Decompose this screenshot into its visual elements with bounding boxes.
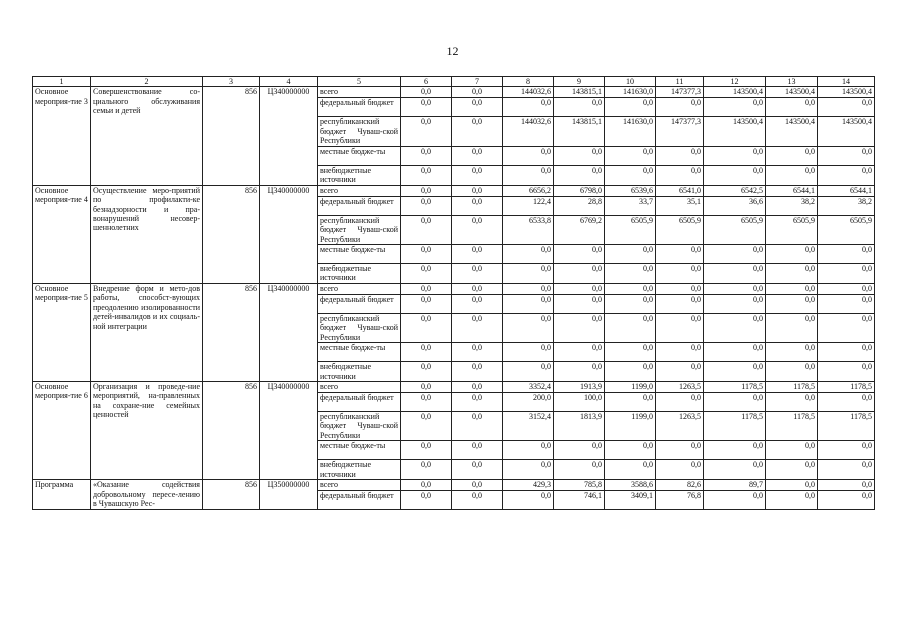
- column-header: 3: [203, 77, 260, 87]
- value-cell: 89,7: [704, 480, 766, 491]
- value-cell: 0,0: [656, 313, 704, 342]
- value-cell: 0,0: [452, 362, 503, 382]
- table-row: [33, 185, 875, 196]
- funding-source: республиканский бюджет Чуваш-ской Республики: [318, 215, 401, 244]
- value-cell: 143500,4: [766, 117, 818, 146]
- value-cell: 0,0: [605, 393, 656, 412]
- value-cell: 0,0: [704, 460, 766, 480]
- value-cell: 0,0: [401, 412, 452, 441]
- value-cell: 144032,6: [503, 87, 554, 98]
- value-cell: 6505,9: [605, 215, 656, 244]
- value-cell: 0,0: [503, 146, 554, 165]
- value-cell: 0,0: [554, 441, 605, 460]
- value-cell: 0,0: [554, 343, 605, 362]
- value-cell: 6505,9: [656, 215, 704, 244]
- column-header: 5: [318, 77, 401, 87]
- value-cell: 746,1: [554, 491, 605, 510]
- value-cell: 0,0: [605, 441, 656, 460]
- value-cell: 0,0: [401, 263, 452, 283]
- column-header: 2: [91, 77, 203, 87]
- value-cell: 0,0: [554, 460, 605, 480]
- funding-source: федеральный бюджет: [318, 98, 401, 117]
- value-cell: 28,8: [554, 196, 605, 215]
- value-cell: 0,0: [452, 343, 503, 362]
- value-cell: 0,0: [452, 294, 503, 313]
- value-cell: 1178,5: [766, 412, 818, 441]
- value-cell: 0,0: [605, 263, 656, 283]
- column-header: 7: [452, 77, 503, 87]
- value-cell: 0,0: [503, 98, 554, 117]
- value-cell: 0,0: [452, 263, 503, 283]
- value-cell: 3409,1: [605, 491, 656, 510]
- value-cell: 0,0: [704, 146, 766, 165]
- value-cell: 0,0: [452, 313, 503, 342]
- activity-type: Основное мероприя-тие 6: [33, 382, 91, 480]
- value-cell: 0,0: [656, 98, 704, 117]
- funding-source: федеральный бюджет: [318, 491, 401, 510]
- value-cell: 0,0: [554, 165, 605, 185]
- value-cell: 0,0: [401, 294, 452, 313]
- value-cell: 0,0: [766, 165, 818, 185]
- value-cell: 0,0: [766, 313, 818, 342]
- value-cell: 6542,5: [704, 185, 766, 196]
- activity-type: Основное мероприя-тие 4: [33, 185, 91, 283]
- value-cell: 0,0: [605, 165, 656, 185]
- value-cell: 0,0: [401, 441, 452, 460]
- column-header: 14: [818, 77, 875, 87]
- funding-source: республиканский бюджет Чуваш-ской Республики: [318, 117, 401, 146]
- value-cell: 0,0: [766, 294, 818, 313]
- value-cell: 38,2: [818, 196, 875, 215]
- value-cell: 36,6: [704, 196, 766, 215]
- table-header: [33, 77, 875, 87]
- value-cell: 0,0: [766, 393, 818, 412]
- value-cell: 6769,2: [554, 215, 605, 244]
- value-cell: 0,0: [452, 382, 503, 393]
- value-cell: 147377,3: [656, 117, 704, 146]
- value-cell: 0,0: [503, 165, 554, 185]
- value-cell: 0,0: [503, 343, 554, 362]
- activity-name: Организация и проведе-ние мероприятий, на-правленных на сохране-ние семейных ценностей: [91, 382, 203, 480]
- value-cell: 0,0: [704, 98, 766, 117]
- value-cell: 0,0: [766, 491, 818, 510]
- value-cell: 0,0: [818, 294, 875, 313]
- value-cell: 143500,4: [704, 87, 766, 98]
- value-cell: 0,0: [818, 165, 875, 185]
- value-cell: 0,0: [818, 263, 875, 283]
- table-row: [33, 87, 875, 98]
- value-cell: 1178,5: [704, 412, 766, 441]
- value-cell: 0,0: [704, 294, 766, 313]
- value-cell: 0,0: [401, 393, 452, 412]
- value-cell: 429,3: [503, 480, 554, 491]
- value-cell: 0,0: [704, 244, 766, 263]
- column-header: 12: [704, 77, 766, 87]
- activity-type: Основное мероприя-тие 5: [33, 283, 91, 381]
- activity-name: «Оказание содействия добровольному пересе-лению в Чувашскую Рес-: [91, 480, 203, 510]
- value-cell: 0,0: [554, 313, 605, 342]
- value-cell: 0,0: [704, 283, 766, 294]
- value-cell: 0,0: [503, 244, 554, 263]
- value-cell: 0,0: [605, 313, 656, 342]
- value-cell: 38,2: [766, 196, 818, 215]
- value-cell: 0,0: [605, 362, 656, 382]
- table-row: [33, 283, 875, 294]
- value-cell: 143500,4: [766, 87, 818, 98]
- column-header: 1: [33, 77, 91, 87]
- value-cell: 200,0: [503, 393, 554, 412]
- value-cell: 6541,0: [656, 185, 704, 196]
- value-cell: 0,0: [656, 441, 704, 460]
- value-cell: 0,0: [605, 283, 656, 294]
- column-header: 6: [401, 77, 452, 87]
- value-cell: 0,0: [503, 460, 554, 480]
- value-cell: 0,0: [503, 313, 554, 342]
- value-cell: 0,0: [401, 185, 452, 196]
- value-cell: 0,0: [818, 491, 875, 510]
- activity-name: Внедрение форм и мето-дов работы, способст-вующих преодолению изолированности детей-инвалидов и их социаль-ной интеграции: [91, 283, 203, 381]
- table-row: [33, 480, 875, 491]
- value-cell: 3588,6: [605, 480, 656, 491]
- value-cell: 0,0: [656, 244, 704, 263]
- value-cell: 0,0: [605, 146, 656, 165]
- value-cell: 82,6: [656, 480, 704, 491]
- value-cell: 0,0: [401, 87, 452, 98]
- header-row: [33, 77, 875, 87]
- value-cell: 3152,4: [503, 412, 554, 441]
- value-cell: 0,0: [656, 294, 704, 313]
- value-cell: 0,0: [401, 343, 452, 362]
- value-cell: 0,0: [401, 362, 452, 382]
- value-cell: 0,0: [818, 146, 875, 165]
- funding-source: внебюджетные источники: [318, 460, 401, 480]
- value-cell: 0,0: [401, 460, 452, 480]
- funding-source: всего: [318, 283, 401, 294]
- value-cell: 6505,9: [704, 215, 766, 244]
- value-cell: 1263,5: [656, 382, 704, 393]
- value-cell: 0,0: [818, 362, 875, 382]
- value-cell: 1199,0: [605, 412, 656, 441]
- value-cell: 0,0: [766, 146, 818, 165]
- grbs-code: 856: [203, 185, 260, 283]
- value-cell: 0,0: [452, 460, 503, 480]
- budget-code: Ц340000000: [260, 185, 318, 283]
- value-cell: 0,0: [818, 283, 875, 294]
- funding-source: внебюджетные источники: [318, 362, 401, 382]
- value-cell: 0,0: [401, 196, 452, 215]
- value-cell: 6544,1: [818, 185, 875, 196]
- value-cell: 141630,0: [605, 117, 656, 146]
- value-cell: 1178,5: [704, 382, 766, 393]
- value-cell: 0,0: [605, 244, 656, 263]
- budget-table: [32, 76, 875, 510]
- value-cell: 0,0: [503, 263, 554, 283]
- grbs-code: 856: [203, 283, 260, 381]
- value-cell: 0,0: [452, 244, 503, 263]
- value-cell: 0,0: [503, 491, 554, 510]
- value-cell: 0,0: [452, 491, 503, 510]
- value-cell: 76,8: [656, 491, 704, 510]
- value-cell: 0,0: [656, 460, 704, 480]
- value-cell: 6505,9: [818, 215, 875, 244]
- funding-source: всего: [318, 87, 401, 98]
- funding-source: всего: [318, 480, 401, 491]
- grbs-code: 856: [203, 87, 260, 185]
- value-cell: 0,0: [766, 362, 818, 382]
- value-cell: 0,0: [766, 244, 818, 263]
- value-cell: 0,0: [818, 441, 875, 460]
- value-cell: 0,0: [656, 343, 704, 362]
- value-cell: 0,0: [818, 343, 875, 362]
- funding-source: федеральный бюджет: [318, 196, 401, 215]
- column-header: 8: [503, 77, 554, 87]
- value-cell: 0,0: [704, 441, 766, 460]
- value-cell: 0,0: [452, 441, 503, 460]
- value-cell: 6798,0: [554, 185, 605, 196]
- value-cell: 1178,5: [818, 412, 875, 441]
- value-cell: 1263,5: [656, 412, 704, 441]
- value-cell: 35,1: [656, 196, 704, 215]
- column-header: 11: [656, 77, 704, 87]
- budget-code: Ц340000000: [260, 283, 318, 381]
- value-cell: 6656,2: [503, 185, 554, 196]
- value-cell: 0,0: [554, 146, 605, 165]
- table-row: [33, 382, 875, 393]
- value-cell: 0,0: [554, 283, 605, 294]
- value-cell: 0,0: [704, 491, 766, 510]
- value-cell: 0,0: [766, 460, 818, 480]
- value-cell: 0,0: [452, 117, 503, 146]
- value-cell: 785,8: [554, 480, 605, 491]
- value-cell: 0,0: [554, 263, 605, 283]
- value-cell: 1178,5: [818, 382, 875, 393]
- value-cell: 0,0: [554, 98, 605, 117]
- value-cell: 0,0: [401, 215, 452, 244]
- value-cell: 0,0: [452, 283, 503, 294]
- funding-source: местные бюдже-ты: [318, 244, 401, 263]
- value-cell: 0,0: [766, 263, 818, 283]
- value-cell: 1199,0: [605, 382, 656, 393]
- value-cell: 6544,1: [766, 185, 818, 196]
- value-cell: 0,0: [452, 215, 503, 244]
- value-cell: 143815,1: [554, 87, 605, 98]
- grbs-code: 856: [203, 480, 260, 510]
- value-cell: 0,0: [605, 98, 656, 117]
- value-cell: 0,0: [766, 480, 818, 491]
- value-cell: 0,0: [452, 87, 503, 98]
- value-cell: 0,0: [656, 165, 704, 185]
- value-cell: 0,0: [503, 362, 554, 382]
- value-cell: 0,0: [503, 441, 554, 460]
- value-cell: 0,0: [452, 98, 503, 117]
- value-cell: 0,0: [554, 294, 605, 313]
- value-cell: 0,0: [401, 283, 452, 294]
- value-cell: 141630,0: [605, 87, 656, 98]
- value-cell: 0,0: [401, 165, 452, 185]
- value-cell: 0,0: [503, 294, 554, 313]
- value-cell: 1813,9: [554, 412, 605, 441]
- value-cell: 0,0: [704, 165, 766, 185]
- funding-source: местные бюдже-ты: [318, 343, 401, 362]
- column-header: 4: [260, 77, 318, 87]
- value-cell: 1913,9: [554, 382, 605, 393]
- value-cell: 1178,5: [766, 382, 818, 393]
- value-cell: 0,0: [766, 441, 818, 460]
- value-cell: 0,0: [766, 283, 818, 294]
- value-cell: 147377,3: [656, 87, 704, 98]
- activity-name: Осуществление меро-приятий по профилакти-ке безнадзорности и пра-вонарушений несовер-шеннолетних: [91, 185, 203, 283]
- value-cell: 0,0: [452, 412, 503, 441]
- value-cell: 0,0: [605, 343, 656, 362]
- value-cell: 0,0: [554, 362, 605, 382]
- value-cell: 0,0: [656, 362, 704, 382]
- page-number: 12: [446, 44, 459, 58]
- value-cell: 0,0: [605, 294, 656, 313]
- table-body: [33, 87, 875, 510]
- funding-source: республиканский бюджет Чуваш-ской Республики: [318, 313, 401, 342]
- value-cell: 143500,4: [818, 87, 875, 98]
- value-cell: 0,0: [452, 196, 503, 215]
- value-cell: 0,0: [452, 165, 503, 185]
- value-cell: 143500,4: [704, 117, 766, 146]
- budget-code: Ц340000000: [260, 382, 318, 480]
- grbs-code: 856: [203, 382, 260, 480]
- value-cell: 0,0: [452, 185, 503, 196]
- value-cell: 0,0: [766, 343, 818, 362]
- value-cell: 0,0: [452, 480, 503, 491]
- funding-source: местные бюдже-ты: [318, 146, 401, 165]
- value-cell: 0,0: [401, 382, 452, 393]
- value-cell: 0,0: [401, 146, 452, 165]
- value-cell: 0,0: [704, 263, 766, 283]
- funding-source: местные бюдже-ты: [318, 441, 401, 460]
- value-cell: 0,0: [656, 283, 704, 294]
- value-cell: 0,0: [766, 98, 818, 117]
- value-cell: 0,0: [818, 480, 875, 491]
- value-cell: 0,0: [818, 313, 875, 342]
- value-cell: 0,0: [554, 244, 605, 263]
- value-cell: 6505,9: [766, 215, 818, 244]
- value-cell: 143500,4: [818, 117, 875, 146]
- value-cell: 0,0: [704, 313, 766, 342]
- value-cell: 0,0: [818, 460, 875, 480]
- value-cell: 0,0: [818, 393, 875, 412]
- value-cell: 122,4: [503, 196, 554, 215]
- activity-name: Совершенствование со-циального обслуживания семьи и детей: [91, 87, 203, 185]
- budget-code: Ц340000000: [260, 87, 318, 185]
- value-cell: 0,0: [401, 491, 452, 510]
- value-cell: 143815,1: [554, 117, 605, 146]
- value-cell: 0,0: [656, 263, 704, 283]
- funding-source: всего: [318, 382, 401, 393]
- activity-type: Программа: [33, 480, 91, 510]
- value-cell: 0,0: [656, 393, 704, 412]
- value-cell: 0,0: [503, 283, 554, 294]
- value-cell: 3352,4: [503, 382, 554, 393]
- budget-code: Ц350000000: [260, 480, 318, 510]
- value-cell: 0,0: [605, 460, 656, 480]
- funding-source: федеральный бюджет: [318, 393, 401, 412]
- value-cell: 0,0: [401, 244, 452, 263]
- funding-source: всего: [318, 185, 401, 196]
- value-cell: 0,0: [401, 480, 452, 491]
- value-cell: 0,0: [401, 117, 452, 146]
- value-cell: 0,0: [704, 393, 766, 412]
- column-header: 9: [554, 77, 605, 87]
- value-cell: 0,0: [401, 313, 452, 342]
- funding-source: республиканский бюджет Чуваш-ской Республики: [318, 412, 401, 441]
- funding-source: федеральный бюджет: [318, 294, 401, 313]
- value-cell: 6533,8: [503, 215, 554, 244]
- value-cell: 33,7: [605, 196, 656, 215]
- value-cell: 0,0: [452, 146, 503, 165]
- activity-type: Основное мероприя-тие 3: [33, 87, 91, 185]
- funding-source: внебюджетные источники: [318, 165, 401, 185]
- value-cell: 144032,6: [503, 117, 554, 146]
- value-cell: 0,0: [818, 98, 875, 117]
- column-header: 10: [605, 77, 656, 87]
- column-header: 13: [766, 77, 818, 87]
- value-cell: 0,0: [656, 146, 704, 165]
- value-cell: 6539,6: [605, 185, 656, 196]
- value-cell: 0,0: [704, 362, 766, 382]
- value-cell: 0,0: [704, 343, 766, 362]
- value-cell: 0,0: [452, 393, 503, 412]
- value-cell: 100,0: [554, 393, 605, 412]
- funding-source: внебюджетные источники: [318, 263, 401, 283]
- value-cell: 0,0: [401, 98, 452, 117]
- value-cell: 0,0: [818, 244, 875, 263]
